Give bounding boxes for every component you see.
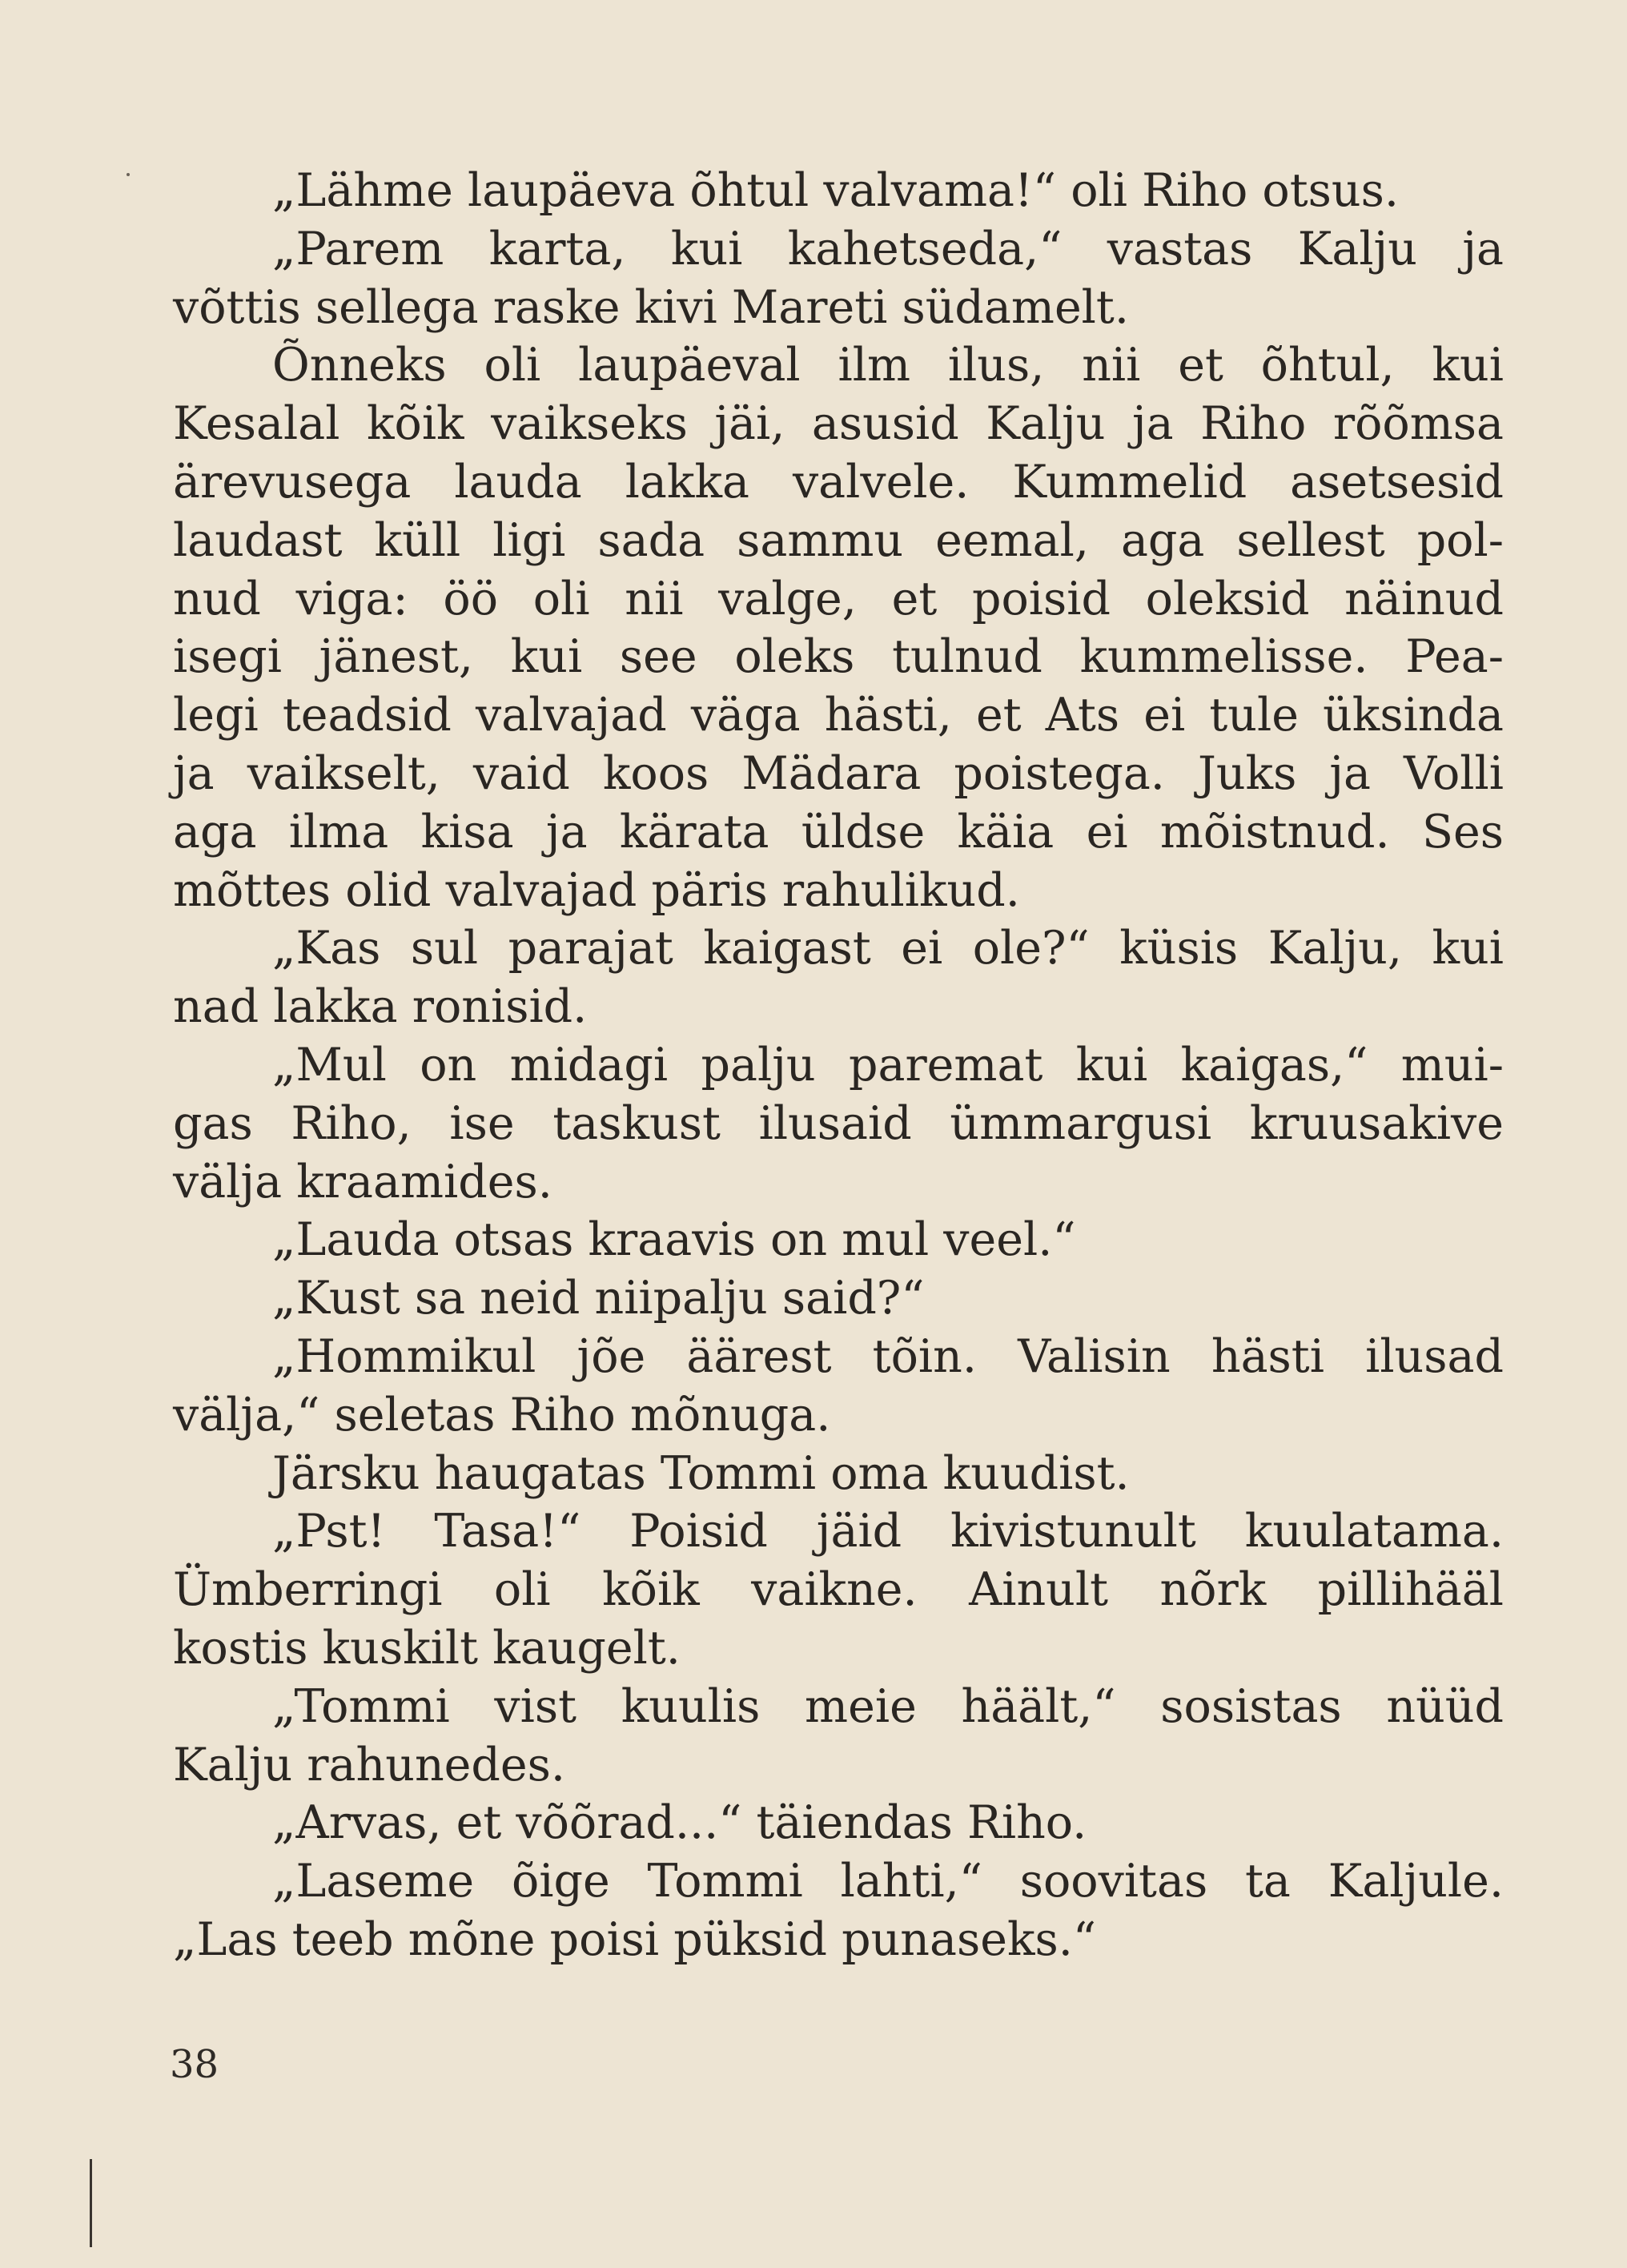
text-line: gas Riho, ise taskust ilusaid ümmargusi kruusakive	[173, 1096, 1504, 1150]
text-line: isegi jänest, kui see oleks tulnud kummelisse. Pea-	[173, 630, 1504, 684]
text-line: Ümberringi oli kõik vaikne. Ainult nõrk pillihääl	[173, 1563, 1504, 1617]
page-edge-mark	[90, 2159, 92, 2247]
text-line: legi teadsid valvajad väga hästi, et Ats ei tule üksinda	[173, 689, 1504, 742]
body-text	[173, 162, 1504, 1969]
text-line: välja,“ seletas Riho mõnuga.	[173, 1388, 831, 1442]
page-number: 38	[170, 2042, 219, 2087]
text-line: „Kas sul parajat kaigast ei ole?“ küsis Kalju, kui	[272, 922, 1504, 975]
text-line: ja vaikselt, vaid koos Mädara poistega. Juks ja Volli	[173, 746, 1504, 800]
text-line: nad lakka ronisid.	[173, 980, 588, 1034]
text-line: „Laseme õige Tommi lahti,“ soovitas ta Kaljule.	[272, 1855, 1504, 1908]
text-line: nud viga: öö oli nii valge, et poisid oleksid näinud	[173, 572, 1504, 625]
text-line: „Parem karta, kui kahetseda,“ vastas Kalju ja	[272, 222, 1504, 275]
text-line: „Mul on midagi palju paremat kui kaigas,“ mui-	[272, 1038, 1504, 1092]
text-line: „Arvas, et võõrad...“ täiendas Riho.	[272, 1796, 1087, 1850]
text-line: Õnneks oli laupäeval ilm ilus, nii et õhtul, kui	[272, 339, 1504, 392]
text-line: „Lähme laupäeva õhtul valvama!“ oli Riho otsus.	[272, 164, 1399, 217]
text-line: mõttes olid valvajad päris rahulikud.	[173, 863, 1020, 917]
text-line: Järsku haugatas Tommi oma kuudist.	[272, 1446, 1130, 1500]
text-line: laudast küll ligi sada sammu eemal, aga sellest pol-	[173, 513, 1504, 567]
text-line: kostis kuskilt kaugelt.	[173, 1621, 681, 1675]
text-line: „Kust sa neid niipalju said?“	[272, 1272, 925, 1325]
text-line: „Tommi vist kuulis meie häält,“ sosistas nüüd	[272, 1679, 1504, 1733]
text-line: aga ilma kisa ja kärata üldse käia ei mõistnud. Ses	[173, 805, 1504, 859]
text-line: võttis sellega raske kivi Mareti südamelt.	[173, 280, 1129, 334]
text-line: „Las teeb mõne poisi püksid punaseks.“	[173, 1912, 1097, 1966]
text-line: Kalju rahunedes.	[173, 1738, 565, 1791]
text-line: „Hommikul jõe äärest tõin. Valisin hästi ilusad	[272, 1329, 1504, 1383]
text-line: „Lauda otsas kraavis on mul veel.“	[272, 1213, 1076, 1267]
paper-speck	[127, 173, 130, 176]
text-line: Kesalal kõik vaikseks jäi, asusid Kalju ja Riho rõõmsa	[173, 397, 1504, 451]
text-line: „Pst! Tasa!“ Poisid jäid kivistunult kuulatama.	[272, 1505, 1504, 1558]
text-line: ärevusega lauda lakka valvele. Kummelid asetsesid	[173, 455, 1504, 509]
text-line: välja kraamides.	[173, 1155, 552, 1208]
